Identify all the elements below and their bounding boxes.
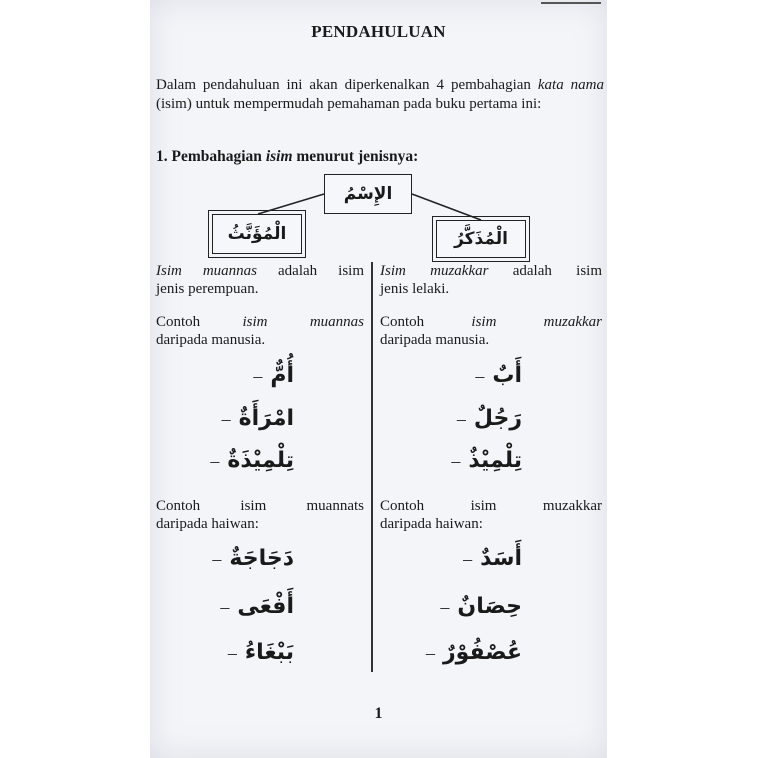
connector-left [258, 194, 324, 214]
column-divider [371, 262, 373, 672]
dash: – [210, 451, 220, 471]
muannas-animal-example-1 [212, 546, 294, 571]
diagram-box-muzakkar: الْمُذَكَّرُ [436, 220, 526, 258]
muannas-animal-heading-line1: Contoh isim muannats [156, 498, 364, 514]
muannas-human-heading [156, 313, 364, 349]
header-rule [541, 2, 601, 4]
muzakkar-definition-line2: jenis lelaki. [380, 281, 450, 297]
muzakkar-human-example-1 [475, 363, 522, 388]
page-number: 1 [374, 705, 383, 722]
muzakkar-human-heading [380, 313, 602, 349]
muzakkar-animal-heading-line2: daripada haiwan: [380, 516, 483, 532]
section-rest: menurut jenisnya: [292, 148, 419, 165]
dash: – [253, 366, 263, 386]
diagram-box-isim: الإِسْمُ [324, 174, 412, 214]
muannas-animal-heading-line2: daripada haiwan: [156, 516, 259, 532]
muannas-human-heading-italic: isim muannas [242, 314, 364, 330]
muzakkar-animal-heading [380, 497, 602, 533]
muannas-animal-example-3 [227, 640, 294, 665]
muzakkar-human-heading-italic: isim muzakkar [471, 314, 602, 330]
dash: – [475, 366, 485, 386]
dash: – [456, 409, 466, 429]
intro-text-2: (isim) untuk mempermudah pemahaman pada buku pertama ini: [156, 96, 542, 112]
muannas-human-example-3 [210, 448, 294, 473]
muzakkar-definition-italic: Isim muzakkar [380, 263, 489, 279]
muannas-animal-heading [156, 497, 364, 533]
muzakkar-human-heading-line2: daripada manusia. [380, 332, 490, 348]
muzakkar-animal-example-3 [426, 640, 522, 665]
arabic-word: أَفْعَى [237, 594, 294, 619]
arabic-word: دَجَاجَةٌ [229, 546, 294, 571]
muzakkar-definition-rest: adalah isim [488, 263, 603, 279]
arabic-word: تِلْمِيْذَةٌ [227, 448, 294, 473]
dash: – [426, 643, 435, 663]
arabic-word: حِصَانٌ [457, 594, 522, 619]
arabic-word: أُمٌّ [270, 363, 294, 388]
muannas-human-heading-text: Contoh [156, 314, 243, 330]
muzakkar-human-example-3 [451, 448, 522, 473]
muzakkar-animal-heading-line1: Contoh isim muzakkar [380, 498, 602, 514]
muzakkar-animal-example-1 [463, 546, 522, 571]
muannas-animal-example-2 [220, 594, 294, 619]
arabic-word: امْرَأَةٌ [238, 406, 294, 431]
dash: – [221, 409, 231, 429]
muzakkar-human-heading-text: Contoh [380, 314, 472, 330]
muannas-definition-italic: Isim muannas [156, 263, 258, 279]
dash: – [212, 549, 222, 569]
dash: – [463, 549, 473, 569]
dash: – [440, 597, 450, 617]
muannas-human-heading-line2: daripada manusia. [156, 332, 266, 348]
arabic-word: رَجُلٌ [473, 406, 522, 431]
section-number-text: 1. Pembahagian [156, 148, 266, 165]
muzakkar-human-example-2 [456, 406, 522, 431]
page-title: PENDAHULUAN [311, 22, 446, 41]
dash: – [227, 643, 237, 663]
section-italic: isim [265, 148, 293, 165]
muzakkar-animal-example-2 [440, 594, 522, 619]
classification-diagram [150, 168, 607, 263]
arabic-word: عُصْفُوْرٌ [443, 640, 522, 665]
muannas-definition [156, 262, 364, 298]
arabic-word: تِلْمِيْذٌ [468, 448, 522, 473]
diagram-box-muannas: الْمُؤَنَّثُ [212, 214, 302, 254]
arabic-word: بَبْغَاءُ [244, 640, 294, 665]
muannas-definition-rest: adalah isim [257, 263, 364, 279]
dash: – [220, 597, 230, 617]
muannas-definition-line2: jenis perempuan. [156, 281, 259, 297]
section-heading [156, 148, 418, 166]
intro-paragraph [156, 76, 604, 114]
muannas-human-example-1 [253, 363, 294, 388]
dash: – [451, 451, 461, 471]
arabic-word: أَسَدٌ [480, 546, 522, 571]
muzakkar-definition [380, 262, 602, 298]
connector-right [412, 194, 481, 220]
book-page [150, 0, 607, 758]
intro-italic: kata nama [537, 77, 604, 93]
arabic-word: أَبٌ [492, 363, 522, 388]
muannas-human-example-2 [221, 406, 294, 431]
intro-text-1: Dalam pendahuluan ini akan diperkenalkan 4 pembahagian [156, 77, 531, 93]
